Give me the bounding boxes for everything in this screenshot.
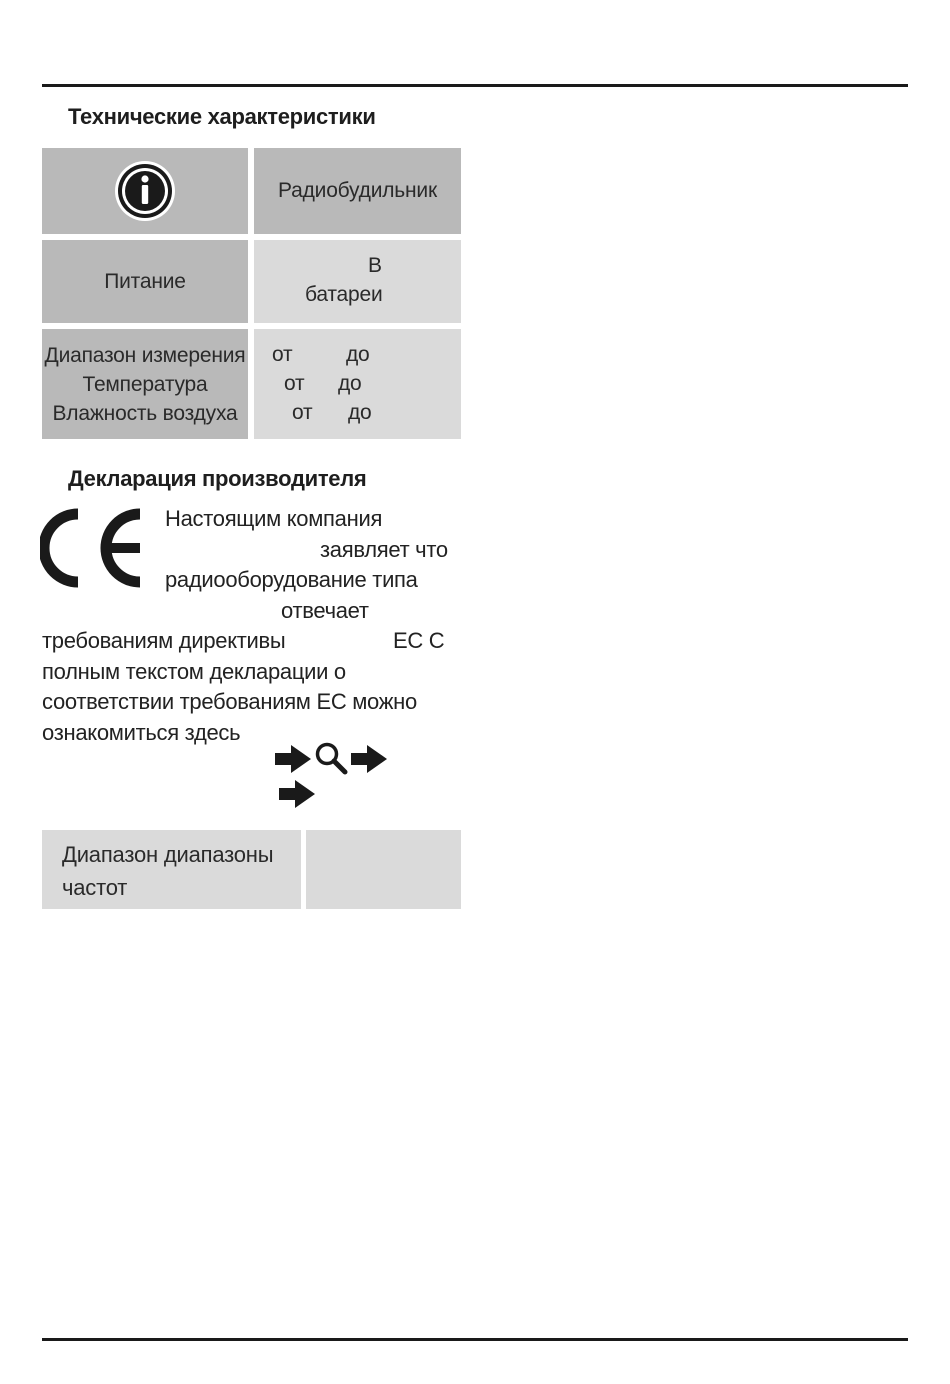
- info-cell: [42, 148, 248, 234]
- declaration-line-3: радиооборудование типа: [165, 567, 418, 592]
- top-rule: [42, 84, 908, 87]
- measurement-range-label: Диапазон измерения: [44, 344, 246, 367]
- declaration-line-7: соответствии требованиям ЕС можно: [42, 689, 417, 714]
- humidity-label: Влажность воздуха: [52, 402, 238, 425]
- frequency-label-line-2: частот: [62, 875, 128, 900]
- power-unit: В: [368, 254, 382, 277]
- device-name-cell: [254, 148, 461, 234]
- range-to: до: [346, 343, 370, 366]
- arrow-right-icon: [279, 780, 315, 808]
- frequency-label-line-1: Диапазон диапазоны: [62, 842, 274, 867]
- temperature-to: до: [338, 372, 362, 395]
- range-label-cell: [42, 329, 248, 439]
- range-value-cell: [254, 329, 461, 439]
- humidity-from: от: [292, 401, 313, 424]
- declaration-line-1: Настоящим компания: [165, 506, 383, 531]
- declaration-heading: Декларация производителя: [68, 466, 367, 491]
- declaration-line-2: заявляет что: [320, 537, 448, 562]
- arrow-right-icon: [351, 745, 387, 773]
- ce-mark-icon: [40, 508, 150, 588]
- declaration-line-8: ознакомиться здесь: [42, 720, 241, 745]
- frequency-label-cell: [42, 830, 301, 909]
- range-from: от: [272, 343, 293, 366]
- power-label: Питание: [104, 269, 186, 293]
- magnifier-icon: [314, 741, 348, 775]
- frequency-label: [62, 838, 273, 904]
- temperature-from: от: [284, 372, 305, 395]
- declaration-line-5: требованиям директивы: [42, 628, 286, 653]
- power-value-cell: [254, 240, 461, 323]
- info-icon: [113, 159, 177, 223]
- device-name: Радиобудильник: [278, 179, 437, 202]
- power-source: батареи: [305, 283, 383, 306]
- humidity-to: до: [348, 401, 372, 424]
- range-labels: [42, 341, 248, 428]
- specs-heading: Технические характеристики: [68, 104, 376, 129]
- declaration-directive-ref: ЕС С: [393, 628, 445, 653]
- power-label-cell: [42, 240, 248, 323]
- declaration-line-6: полным текстом декларации о: [42, 659, 346, 684]
- bottom-rule: [42, 1338, 908, 1341]
- temperature-label: Температура: [82, 373, 208, 396]
- declaration-line-4: отвечает: [281, 598, 369, 623]
- frequency-value-cell: [306, 830, 461, 909]
- arrow-right-icon: [275, 745, 311, 773]
